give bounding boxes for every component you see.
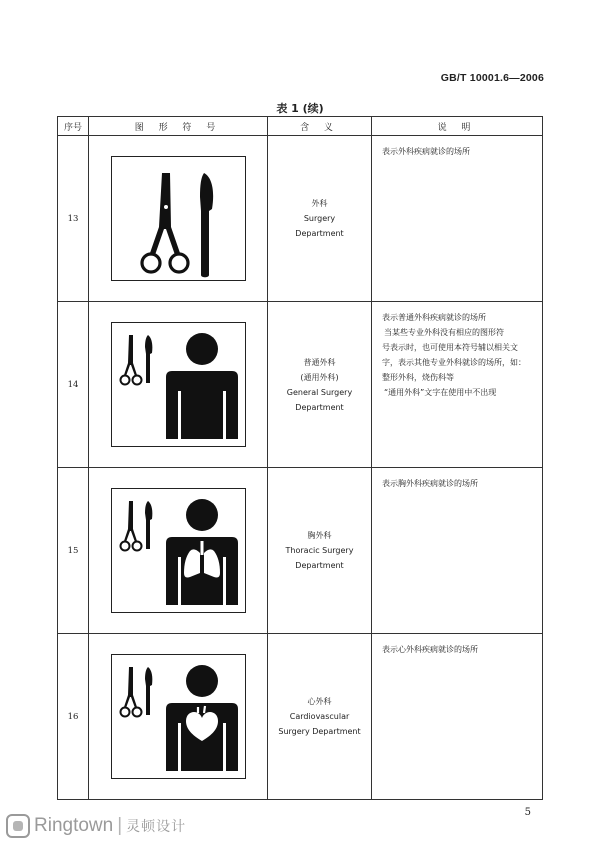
column-header-symbol: 图 形 符 号 <box>89 117 268 136</box>
watermark-separator: | <box>117 815 123 836</box>
row-number: 14 <box>58 302 89 468</box>
symbol-cell <box>89 302 268 468</box>
watermark-logo-icon <box>6 814 30 838</box>
general-surgery-person-icon <box>111 322 246 447</box>
meaning-line: Cardiovascular <box>289 712 350 721</box>
meaning-line: 胸外科 <box>307 531 332 540</box>
watermark <box>6 813 186 839</box>
meaning-cell <box>268 468 372 634</box>
row-number: 15 <box>58 468 89 634</box>
row-number: 16 <box>58 634 89 800</box>
table-header-row <box>58 117 543 136</box>
symbol-cell <box>89 468 268 634</box>
watermark-latin: Ringtown <box>34 815 114 836</box>
symbol-cell <box>89 634 268 800</box>
watermark-cn: 灵顿设计 <box>126 819 187 835</box>
standard-code: GB/T 10001.6—2006 <box>440 72 544 84</box>
symbol-table <box>57 116 543 800</box>
table-row <box>58 468 543 634</box>
table-row <box>58 136 543 302</box>
description-line: 表示普通外科疾病就诊的场所 <box>382 313 486 322</box>
description-line: 号表示时，也可使用本符号辅以相关文 <box>382 343 518 352</box>
table-title: 表 1 (续) <box>276 102 324 115</box>
description-line: 整形外科，烧伤科等 <box>382 373 454 382</box>
table-row <box>58 302 543 468</box>
description-line: 当某些专业外科没有相应的图形符 <box>384 328 504 337</box>
meaning-line: 心外科 <box>307 697 332 706</box>
column-header-description: 说 明 <box>372 117 543 136</box>
description-line: “通用外科”文字在使用中不出现 <box>384 388 497 397</box>
description-line: 表示胸外科疾病就诊的场所 <box>382 479 478 488</box>
description-cell <box>372 634 543 800</box>
description-line: 表示外科疾病就诊的场所 <box>382 147 470 156</box>
column-header-meaning: 含 义 <box>268 117 372 136</box>
meaning-line: Department <box>295 229 344 238</box>
meaning-line: Surgery Department <box>278 727 361 736</box>
description-line: 字，表示其他专业外科就诊的场所，如： <box>382 358 526 367</box>
meaning-cell <box>268 302 372 468</box>
cardiovascular-surgery-heart-icon <box>111 654 246 779</box>
description-cell <box>372 468 543 634</box>
meaning-line: Thoracic Surgery <box>285 546 354 555</box>
meaning-line: 普通外科 <box>303 357 336 367</box>
meaning-line: 外科 <box>311 199 328 208</box>
meaning-line: Surgery <box>303 214 336 223</box>
table-row <box>58 634 543 800</box>
symbol-cell <box>89 136 268 302</box>
meaning-line: Department <box>295 561 344 570</box>
meaning-line: General Surgery <box>286 387 353 397</box>
description-cell <box>372 302 543 468</box>
description-cell <box>372 136 543 302</box>
column-header-no: 序号 <box>58 117 89 136</box>
surgery-instruments-icon <box>111 156 246 281</box>
meaning-cell <box>268 136 372 302</box>
meaning-cell <box>268 634 372 800</box>
thoracic-surgery-lungs-icon <box>111 488 246 613</box>
row-number: 13 <box>58 136 89 302</box>
description-line: 表示心外科疾病就诊的场所 <box>382 645 478 654</box>
meaning-line: (通用外科) <box>300 372 339 382</box>
meaning-line: Department <box>295 402 344 412</box>
page-number: 5 <box>524 807 531 818</box>
